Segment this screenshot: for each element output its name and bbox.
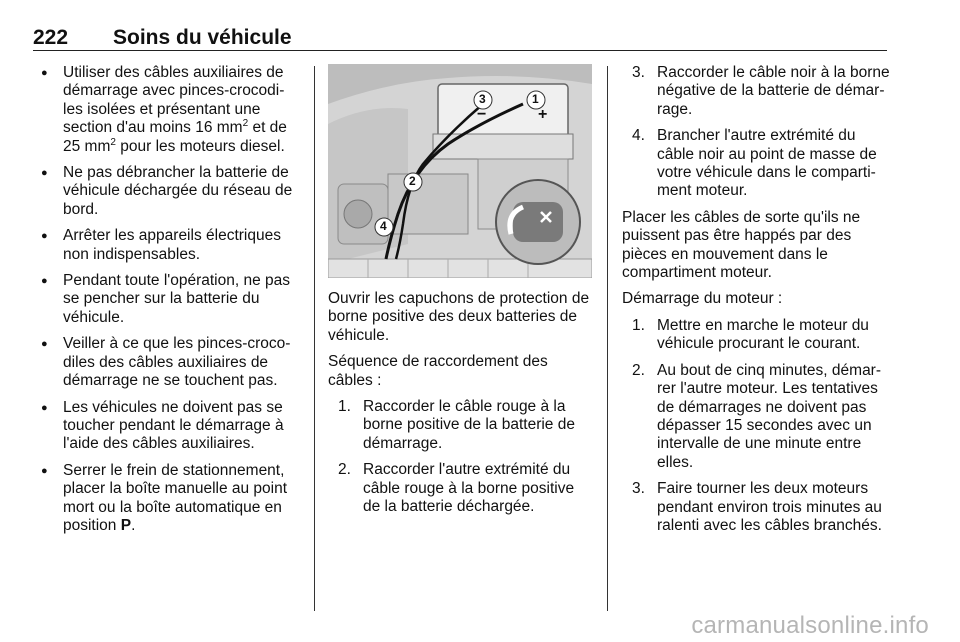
figure-label-2: 2 [409,174,416,188]
step-item: 3. Raccorder le câble noir à la borne négative de la batterie de démar-rage. [632,64,890,118]
bullet-item: ● Ne pas débrancher la batterie de véhicule déchargée du réseau de bord. [38,164,302,219]
page-header [33,22,887,52]
figure-label-1: 1 [532,92,539,106]
bullet-item: ● Serrer le frein de stationnement, placer la boîte manuelle au point mort ou la boîte automatique en position P. [38,462,302,536]
jump-start-illustration [328,64,592,278]
engine-bay-drawing [328,64,592,278]
bullet-item: ● Utiliser des câbles auxiliaires de démarrage avec pinces-crocodi-les isolées et présentant une section d'au moins 16 $mm^2$ et de 25 $mm^2$ pour les moteurs diesel. [38,64,302,156]
header-rule [33,50,887,51]
step-item: 3. Faire tourner les deux moteurs pendant environ trois minutes au ralenti avec les câbles branchés. [632,480,882,534]
section-title: Soins du véhicule [113,26,292,49]
bullet-item: ● Arrêter les appareils électriques non indispensables. [38,227,302,264]
column-divider-right [607,66,608,611]
step-item: 1. Mettre en marche le moteur du véhicule procurant le courant. [632,316,869,353]
step-item: 2. Raccorder l'autre extrémité du câble rouge à la borne positive de la batterie déchargée. [338,461,575,516]
step-item: 2. Au bout de cinq minutes, démar-rer l'autre moteur. Les tentatives de démarrages ne doivent pas dépasser 15 secondes avec un intervalle de une minute entre elles. [632,361,882,471]
sequence-title: Séquence de raccordement des câbles : [328,353,548,389]
engine-start-steps [622,317,890,535]
watermark: carmanualsonline.info [691,612,929,639]
bullet-item: ● Pendant toute l'opération, ne pas se pencher sur la batterie du véhicule. [38,272,302,327]
figure-label-3: 3 [479,92,486,106]
step-item: 1. Raccorder le câble rouge à la borne positive de la batterie de démarrage. [338,398,575,452]
plus-terminal-sign: + [538,106,548,123]
intro-paragraph: Ouvrir les capuchons de protection de borne positive des deux batteries de véhicule. [328,290,590,344]
connection-steps [328,398,592,516]
bullet-item: ● Veiller à ce que les pinces-croco-diles des câbles auxiliaires de démarrage ne se touchent pas. [38,335,302,390]
precautions-list [38,64,302,535]
column-divider-left [314,66,315,611]
page-number: 222 [33,26,69,49]
bullet-item: ● Les véhicules ne doivent pas se toucher pendant le démarrage à l'aide des câbles auxiliaires. [38,399,302,454]
cable-placement-note: Placer les câbles de sorte qu'ils ne puissent pas être happés par des pièces en mouvement dans le compartiment moteur. [622,208,861,282]
column-3 [622,64,890,543]
column-2 [328,290,592,524]
connection-steps-continued [622,64,890,201]
column-1 [38,64,302,543]
engine-start-title: Démarrage du moteur : [622,290,783,308]
minus-terminal-sign: − [477,106,487,123]
figure-label-4: 4 [380,219,387,233]
step-item: 4. Brancher l'autre extrémité du câble noir au point de masse de votre véhicule dans le comparti-ment moteur. [632,127,877,200]
